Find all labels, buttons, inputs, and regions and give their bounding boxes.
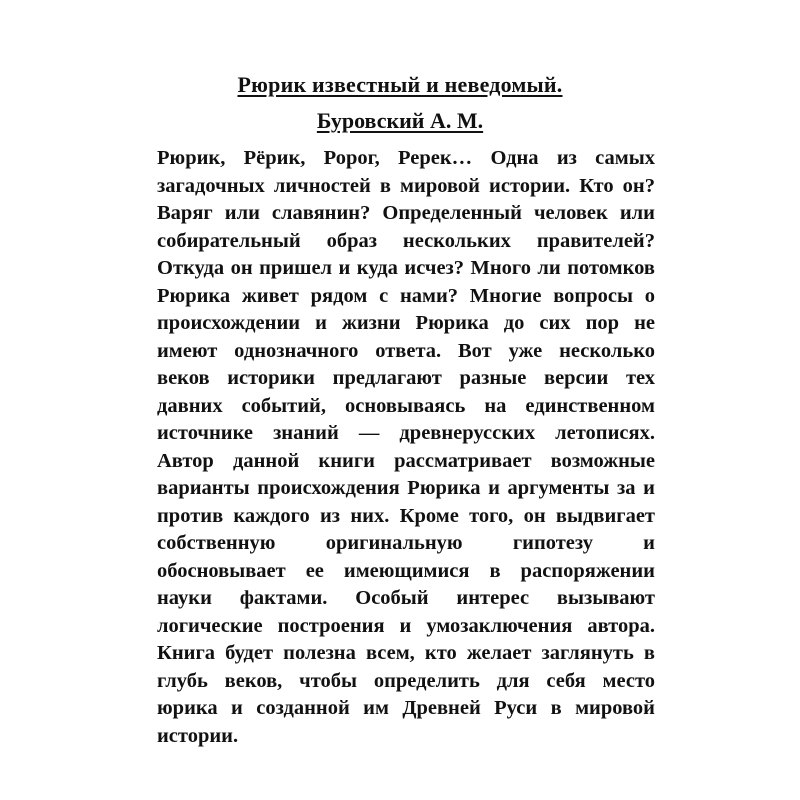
text-line: загадочных личностей в мировой истории. Кто он?	[157, 174, 655, 197]
text-line: Рюрик, Рёрик, Ророг, Ререк… Одна из самых	[157, 147, 655, 169]
text-line: собирательный образ нескольких правителей?	[157, 229, 655, 252]
text-line: источнике знаний — древнерусских летописях.	[157, 422, 655, 444]
text-line: веков историки предлагают разные версии тех	[157, 367, 655, 389]
text-line: логические построения и умозаключения автора.	[157, 614, 655, 637]
text-line: против каждого из них. Кроме того, он выдвигает	[157, 504, 655, 527]
text-line: собственную оригинальную гипотезу и	[157, 532, 655, 554]
text-line: давних событий, основываясь на единственном	[157, 394, 655, 417]
text-line: юрика и созданной им Древней Руси в мировой	[157, 697, 655, 719]
book-title: Рюрик известный и неведомый.	[237, 72, 563, 97]
annotation-text	[157, 145, 655, 750]
text-line: обосновывает ее имеющимися в распоряжении	[157, 559, 655, 582]
text-line: Рюрика живет рядом с нами? Многие вопросы о	[157, 284, 655, 307]
text-line: Откуда он пришел и куда исчез? Много ли потомков	[157, 257, 655, 279]
text-line: истории.	[157, 724, 239, 747]
text-line: Автор данной книги рассматривает возможные	[157, 449, 655, 472]
book-author: Буровский А. М.	[316, 108, 484, 133]
text-line: происхождении и жизни Рюрика до сих пор не	[157, 312, 655, 334]
text-line: имеют однозначного ответа. Вот уже несколько	[157, 339, 655, 362]
text-line: науки фактами. Особый интерес вызывают	[157, 587, 655, 609]
text-line: варианты происхождения Рюрика и аргументы за и	[157, 477, 655, 499]
text-line: глубь веков, чтобы определить для себя место	[157, 669, 655, 692]
text-line: Книга будет полезна всем, кто желает заглянуть в	[157, 642, 655, 664]
text-line: Варяг или славянин? Определенный человек или	[157, 202, 655, 224]
